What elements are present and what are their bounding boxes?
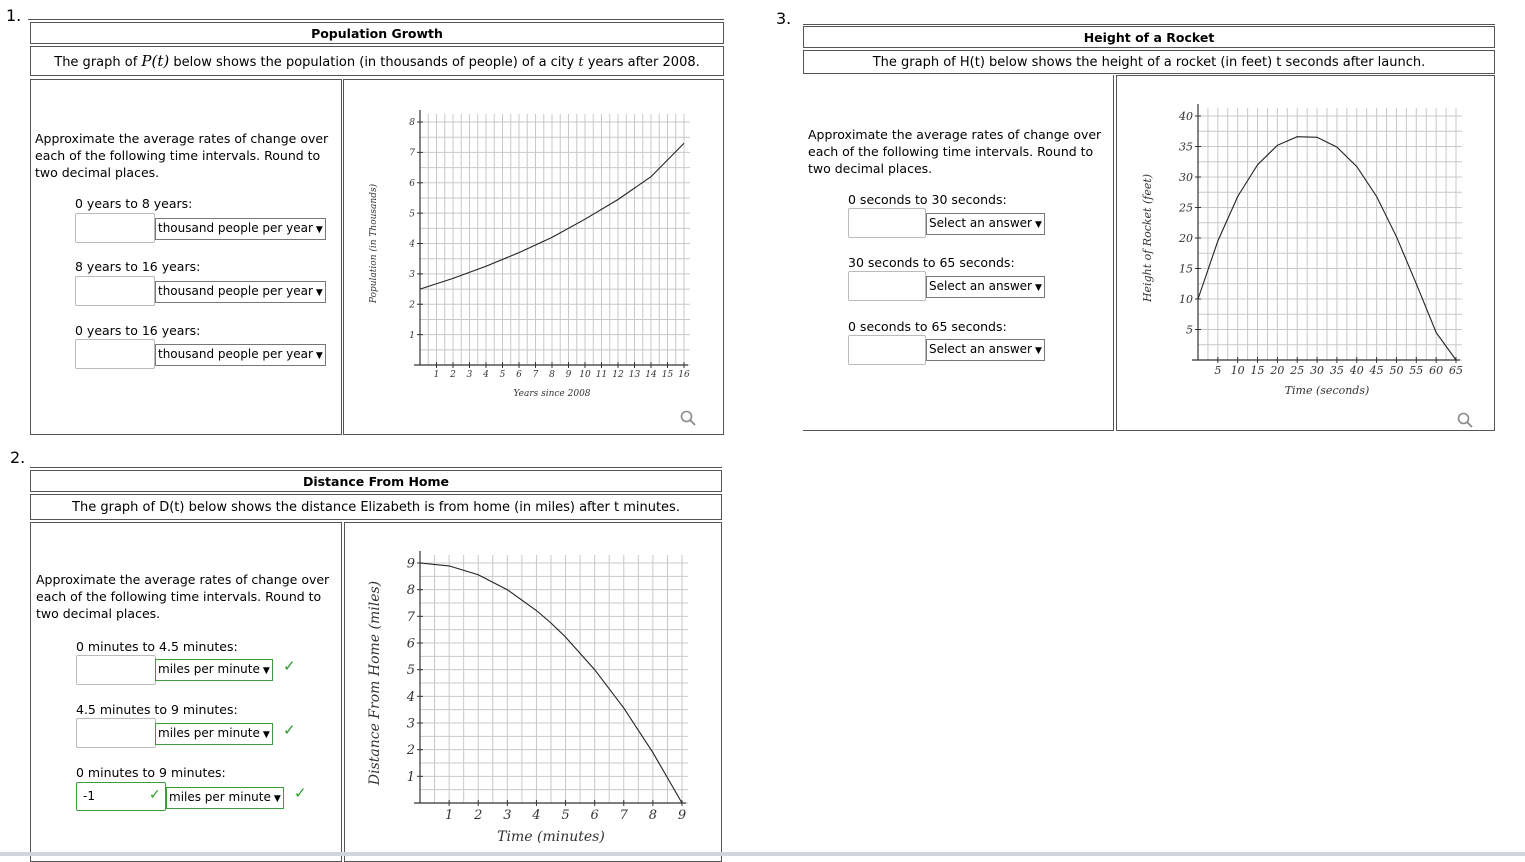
x-tick-label: 16 xyxy=(678,370,690,380)
q1-title-text: Population Growth xyxy=(311,26,443,41)
q1-desc-mid: below shows the population (in thousands of people) of a city xyxy=(173,55,574,70)
y-axis-label: Height of Rocket (feet) xyxy=(1141,174,1154,303)
x-tick-label: 1 xyxy=(445,808,453,823)
q2-top-rule xyxy=(30,467,722,468)
q2-interval-label: 0 minutes to 9 minutes: xyxy=(76,765,226,780)
x-tick-label: 7 xyxy=(620,808,629,823)
y-tick-label: 2 xyxy=(406,743,415,758)
q2-interval-label: 0 minutes to 4.5 minutes: xyxy=(76,639,238,654)
y-tick-label: 6 xyxy=(407,637,415,652)
q1-unit-select-text: thousand people per year xyxy=(158,347,313,361)
q2-unit-select-text: miles per minute xyxy=(169,790,271,804)
q1-desc-function: P(t) xyxy=(141,52,169,70)
x-axis-label: Years since 2008 xyxy=(513,389,590,399)
y-tick-label: 8 xyxy=(409,118,415,128)
q2-interval-label: 4.5 minutes to 9 minutes: xyxy=(76,702,238,717)
q2-description: The graph of D(t) below shows the distance Elizabeth is from home (in miles) after t minutes. xyxy=(30,494,722,520)
q3-unit-select[interactable] xyxy=(926,339,1045,361)
q3-answer-input[interactable] xyxy=(848,208,926,238)
q2-unit-select[interactable] xyxy=(155,723,273,745)
y-tick-label: 4 xyxy=(406,690,415,705)
magnify-icon-svg xyxy=(680,410,696,426)
question-number-3: 3. xyxy=(776,9,791,28)
x-tick-label: 13 xyxy=(629,370,641,380)
checkmark-icon: ✓ xyxy=(283,657,296,675)
q2-answer-input[interactable] xyxy=(76,718,156,748)
q1-desc-pre: The graph of xyxy=(54,55,137,70)
x-tick-label: 50 xyxy=(1389,364,1403,377)
q1-prompt: Approximate the average rates of change over each of the following time intervals. Round to two decimal places. xyxy=(35,130,340,181)
q1-description xyxy=(30,46,724,76)
q3-unit-select-text: Select an answer xyxy=(929,342,1032,356)
q1-desc-post: years after 2008. xyxy=(588,55,700,70)
chevron-down-icon: ▼ xyxy=(274,794,281,804)
chevron-down-icon: ▼ xyxy=(263,666,270,676)
y-axis-label: Distance From Home (miles) xyxy=(367,581,383,786)
q2-answer-input[interactable] xyxy=(76,782,166,811)
chevron-down-icon: ▼ xyxy=(316,288,323,298)
x-tick-label: 35 xyxy=(1330,364,1344,377)
q3-answer-input[interactable] xyxy=(848,271,926,301)
y-tick-label: 3 xyxy=(409,270,415,280)
chevron-down-icon: ▼ xyxy=(1035,346,1042,356)
q2-unit-select-text: miles per minute xyxy=(158,662,260,676)
q3-title xyxy=(803,26,1495,48)
y-axis-label: Population (in Thousands) xyxy=(368,183,379,304)
q1-unit-select[interactable] xyxy=(155,281,326,303)
x-tick-label: 5 xyxy=(500,370,506,380)
chevron-down-icon: ▼ xyxy=(263,730,270,740)
q1-title xyxy=(30,22,724,44)
x-tick-label: 9 xyxy=(678,808,686,823)
y-tick-label: 30 xyxy=(1179,171,1193,184)
y-tick-label: 10 xyxy=(1179,293,1193,306)
x-tick-label: 60 xyxy=(1429,364,1443,377)
x-tick-label: 12 xyxy=(612,370,624,380)
q2-answer-value: -1 xyxy=(83,789,95,803)
q2-title-text: Distance From Home xyxy=(303,474,449,489)
question-number-2: 2. xyxy=(10,448,25,467)
q3-unit-select[interactable] xyxy=(926,276,1045,298)
q3-top-rule xyxy=(803,24,1495,25)
x-tick-label: 65 xyxy=(1449,364,1463,377)
y-tick-label: 1 xyxy=(409,331,415,341)
checkmark-icon: ✓ xyxy=(283,721,296,739)
q3-unit-select[interactable] xyxy=(926,213,1045,235)
q1-unit-select-text: thousand people per year xyxy=(158,221,313,235)
q1-population-chart xyxy=(344,80,723,434)
y-tick-label: 5 xyxy=(409,209,415,219)
q1-answer-input[interactable] xyxy=(75,213,155,243)
y-tick-label: 35 xyxy=(1179,140,1193,153)
y-tick-label: 5 xyxy=(1186,323,1193,336)
q1-unit-select[interactable] xyxy=(155,218,326,240)
y-tick-label: 40 xyxy=(1178,110,1193,123)
chevron-down-icon: ▼ xyxy=(1035,283,1042,293)
x-tick-label: 40 xyxy=(1349,364,1364,377)
q2-graph-cell xyxy=(344,522,722,862)
x-tick-label: 14 xyxy=(645,370,657,380)
y-tick-label: 1 xyxy=(407,770,415,785)
y-tick-label: 5 xyxy=(407,663,415,678)
checkmark-icon: ✓ xyxy=(294,784,307,802)
y-tick-label: 9 xyxy=(407,557,415,572)
q3-interval-label: 0 seconds to 30 seconds: xyxy=(848,192,1007,207)
x-tick-label: 45 xyxy=(1369,364,1384,377)
x-tick-label: 4 xyxy=(482,370,489,380)
magnify-icon-svg xyxy=(1457,412,1473,428)
y-tick-label: 6 xyxy=(409,179,415,189)
x-tick-label: 4 xyxy=(531,808,540,823)
x-tick-label: 2 xyxy=(449,370,456,380)
chevron-down-icon: ▼ xyxy=(316,351,323,361)
x-tick-label: 3 xyxy=(467,370,473,380)
q1-answer-input[interactable] xyxy=(75,276,155,306)
y-tick-label: 7 xyxy=(409,149,415,159)
x-axis-label: Time (seconds) xyxy=(1285,384,1370,397)
x-tick-label: 15 xyxy=(1251,364,1265,377)
x-tick-label: 30 xyxy=(1310,364,1324,377)
q3-answer-cell xyxy=(803,75,1114,431)
x-tick-label: 8 xyxy=(649,808,657,823)
q3-interval-label: 30 seconds to 65 seconds: xyxy=(848,255,1015,270)
q1-interval-label: 8 years to 16 years: xyxy=(75,259,200,274)
q1-desc-var: t xyxy=(578,55,583,70)
q3-interval-label: 0 seconds to 65 seconds: xyxy=(848,319,1007,334)
y-tick-label: 2 xyxy=(408,300,415,310)
q3-answer-input[interactable] xyxy=(848,335,926,365)
x-tick-label: 55 xyxy=(1409,364,1423,377)
x-tick-label: 8 xyxy=(549,370,555,380)
q1-unit-select[interactable] xyxy=(155,344,326,366)
q1-answer-cell xyxy=(30,79,342,435)
question-number-1: 1. xyxy=(6,6,21,25)
horizontal-scrollbar[interactable] xyxy=(0,852,1525,856)
y-tick-label: 7 xyxy=(407,610,416,625)
x-tick-label: 11 xyxy=(596,370,607,380)
q1-answer-input[interactable] xyxy=(75,339,155,369)
x-tick-label: 5 xyxy=(1214,364,1221,377)
q2-unit-select[interactable] xyxy=(155,659,273,681)
x-tick-label: 10 xyxy=(579,370,591,380)
q2-unit-select-text: miles per minute xyxy=(158,726,260,740)
q3-prompt: Approximate the average rates of change over each of the following time intervals. Round to two decimal places. xyxy=(808,126,1113,177)
x-tick-label: 25 xyxy=(1289,364,1304,377)
x-tick-label: 15 xyxy=(662,370,674,380)
y-tick-label: 20 xyxy=(1178,232,1193,245)
chevron-down-icon: ▼ xyxy=(316,225,323,235)
q1-unit-select-text: thousand people per year xyxy=(158,284,313,298)
q2-unit-select[interactable] xyxy=(166,787,284,809)
q3-unit-select-text: Select an answer xyxy=(929,279,1032,293)
x-axis-label: Time (minutes) xyxy=(497,829,605,845)
x-tick-label: 2 xyxy=(473,808,482,823)
x-tick-label: 3 xyxy=(503,808,511,823)
checkmark-icon: ✓ xyxy=(149,782,161,809)
y-tick-label: 25 xyxy=(1178,201,1193,214)
q2-title xyxy=(30,470,722,492)
q1-interval-label: 0 years to 16 years: xyxy=(75,323,200,338)
magnify-icon[interactable] xyxy=(680,410,696,430)
q1-top-rule xyxy=(28,19,724,20)
q2-answer-cell xyxy=(30,522,342,862)
q2-distance-chart xyxy=(345,523,721,853)
x-tick-label: 1 xyxy=(434,370,440,380)
x-tick-label: 9 xyxy=(566,370,572,380)
x-tick-label: 20 xyxy=(1269,364,1284,377)
q3-graph-cell xyxy=(1116,75,1495,431)
q1-graph-cell xyxy=(343,79,724,435)
q2-prompt: Approximate the average rates of change over each of the following time intervals. Round to two decimal places. xyxy=(36,571,341,622)
q3-rocket-chart xyxy=(1117,76,1494,430)
q3-unit-select-text: Select an answer xyxy=(929,216,1032,230)
q3-description: The graph of H(t) below shows the height of a rocket (in feet) t seconds after launch. xyxy=(803,50,1495,74)
q1-interval-label: 0 years to 8 years: xyxy=(75,196,192,211)
x-tick-label: 10 xyxy=(1231,364,1245,377)
x-tick-label: 5 xyxy=(561,808,569,823)
q3-title-text: Height of a Rocket xyxy=(1084,30,1215,45)
y-tick-label: 4 xyxy=(408,240,415,250)
x-tick-label: 6 xyxy=(516,370,522,380)
x-tick-label: 7 xyxy=(533,370,539,380)
q2-answer-input[interactable] xyxy=(76,655,156,685)
y-tick-label: 15 xyxy=(1179,262,1193,275)
y-tick-label: 8 xyxy=(407,583,415,598)
magnify-icon[interactable] xyxy=(1457,412,1473,432)
y-tick-label: 3 xyxy=(407,717,415,732)
chevron-down-icon: ▼ xyxy=(1035,220,1042,230)
x-tick-label: 6 xyxy=(591,808,599,823)
